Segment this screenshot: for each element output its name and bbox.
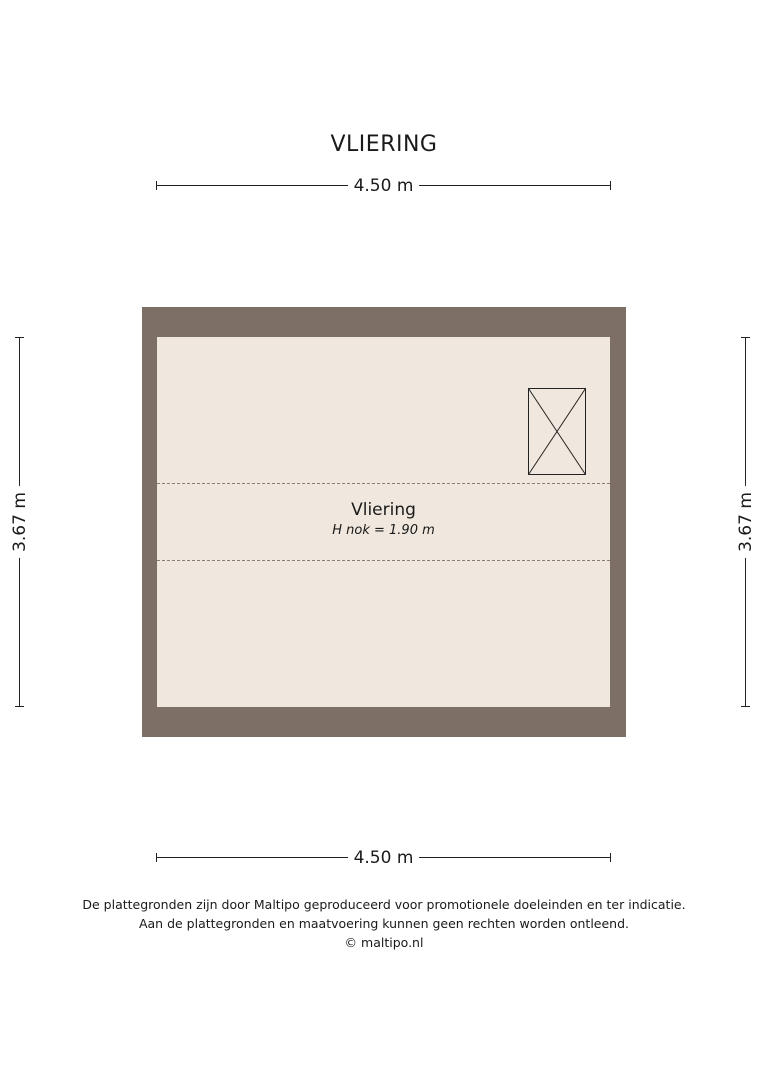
roof-hatch-icon — [528, 388, 586, 475]
ridge-dashed-line-lower — [157, 560, 610, 561]
right-height-label: 3.67 m — [736, 486, 756, 558]
top-width-label: 4.50 m — [348, 176, 420, 196]
left-height-label: 3.67 m — [10, 486, 30, 558]
dimension-tick — [741, 706, 750, 707]
left-height-dimension — [10, 337, 30, 707]
dimension-tick — [156, 853, 157, 862]
disclaimer — [0, 895, 768, 952]
room-height-label: H nok = 1.90 m — [332, 523, 435, 538]
room-vliering — [157, 337, 610, 707]
dimension-tick — [15, 337, 24, 338]
floor-title: VLIERING — [330, 132, 438, 157]
dimension-tick — [610, 181, 611, 190]
top-width-dimension — [156, 176, 611, 196]
dimension-tick — [15, 706, 24, 707]
dimension-tick — [741, 337, 750, 338]
disclaimer-line-1: De plattegronden zijn door Maltipo geproduceerd voor promotionele doeleinden en ter indicatie. — [82, 897, 686, 912]
room-name-label: Vliering — [351, 500, 416, 520]
disclaimer-line-2: Aan de plattegronden en maatvoering kunnen geen rechten worden ontleend. — [138, 916, 630, 931]
right-height-dimension — [736, 337, 756, 707]
copyright-text: © maltipo.nl — [344, 935, 424, 950]
dimension-tick — [610, 853, 611, 862]
floor-plan-walls — [142, 307, 626, 737]
ridge-dashed-line-upper — [157, 483, 610, 484]
dimension-tick — [156, 181, 157, 190]
bottom-width-label: 4.50 m — [348, 848, 420, 868]
bottom-width-dimension — [156, 848, 611, 868]
